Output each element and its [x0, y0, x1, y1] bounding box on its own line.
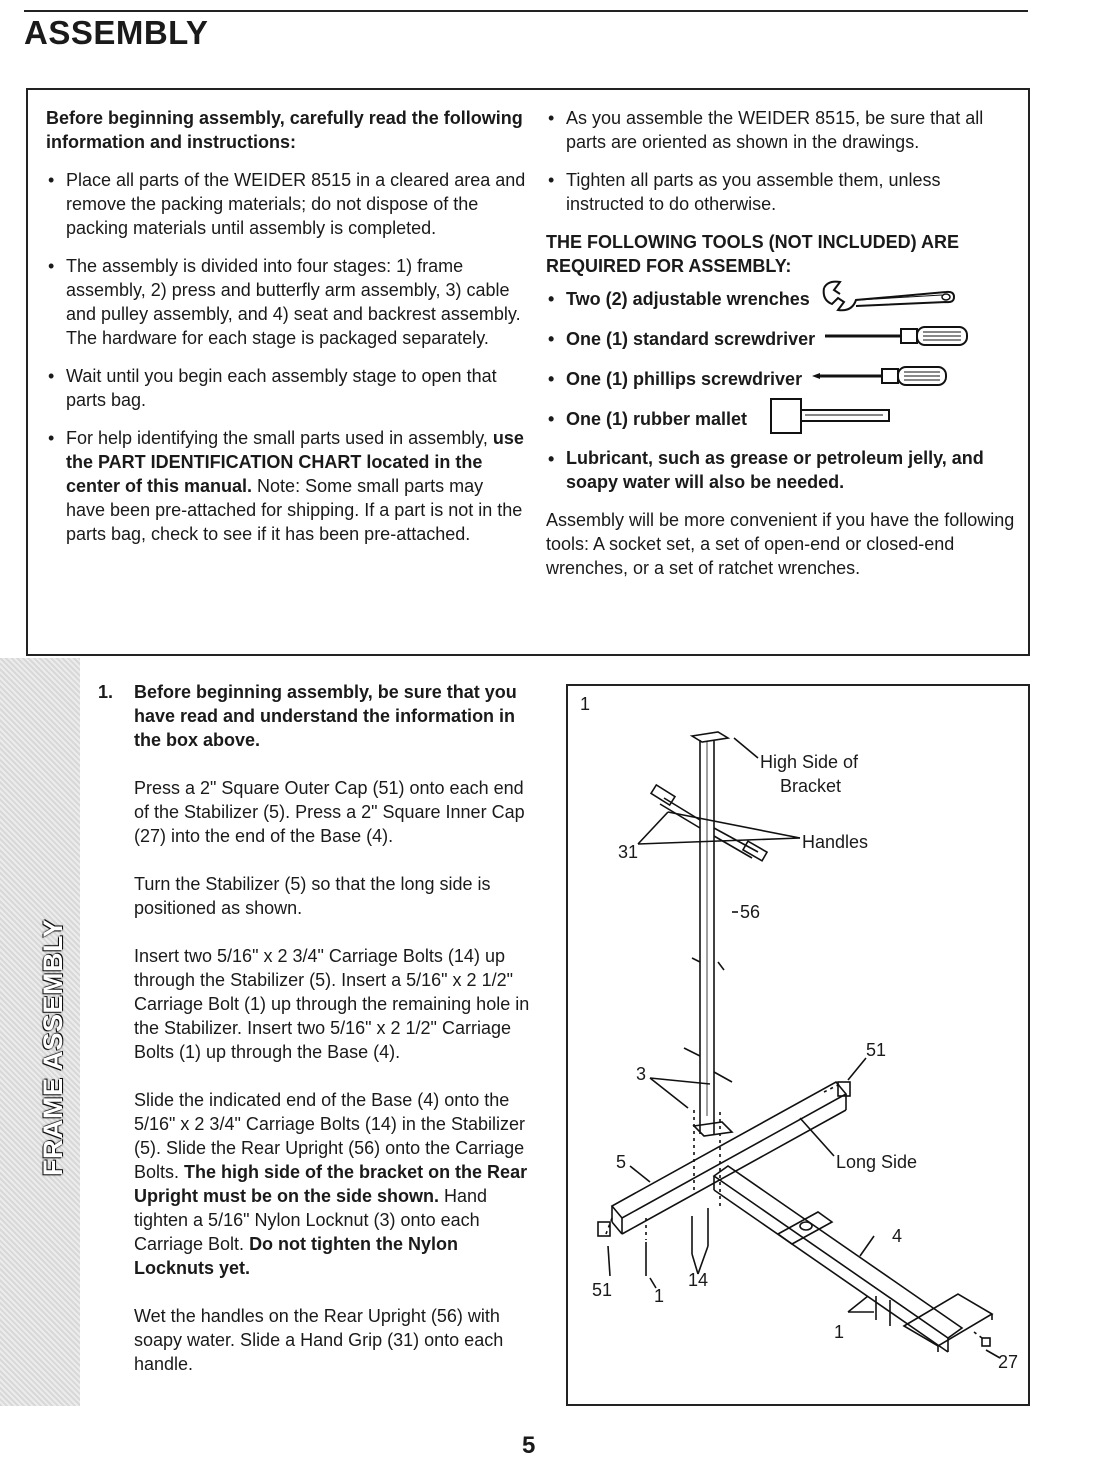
step-text-bold: The high side of the bracket on the Rear Upright must be on the side shown. [134, 1162, 528, 1206]
list-item: • The assembly is divided into four stages: 1) frame assembly, 2) press and butterfly arm assembly, 3) cable and pulley assembly, and 4) seat and backrest assembly. The hardware for each stage is packaged separately. [46, 254, 526, 350]
convenient-tools-note: Assembly will be more convenient if you have the following tools: A socket set, a set of open-end or closed-end wrenches, or a set of ratchet wrenches. [546, 510, 1015, 578]
top-rule [24, 10, 1028, 12]
assembly-drawing [568, 686, 1028, 1404]
step-paragraph: Insert two 5/16" x 2 3/4" Carriage Bolts (14) up through the Stabilizer (5). Insert a 5/16" x 2 1/2" Carriage Bolt (1) up through the remaining hole in the Stabilizer. Insert two 5/16" x 2 1/2" Carriage Bolts (1) up through the Base (4). [134, 946, 530, 1062]
step-paragraph [134, 1088, 538, 1280]
tool-item-wrenches [546, 286, 1016, 312]
step-paragraph: Wet the handles on the Rear Upright (56) with soapy water. Slide a Hand Grip (31) onto each handle. [134, 1306, 504, 1374]
list-item: • As you assemble the WEIDER 8515, be sure that all parts are oriented as shown in the drawings. [546, 106, 1016, 154]
label-27: 27 [998, 1352, 1019, 1372]
tool-item-phillips-screwdriver [546, 366, 1016, 392]
box-intro: Before beginning assembly, carefully read the following information and instructions: [46, 108, 523, 152]
label-51-bottom: 51 [592, 1280, 613, 1300]
tool-label: • Two (2) adjustable wrenches [566, 289, 810, 309]
step-paragraph: Before beginning assembly, be sure that you have read and understand the information in the box above. [134, 682, 517, 750]
side-tab-label: FRAME ASSEMBLY [38, 918, 68, 1176]
label-3: 3 [636, 1064, 647, 1084]
label-long-side: Long Side [836, 1152, 918, 1172]
tools-list [546, 286, 1016, 494]
help-text-after: Note: Some small parts may have been pre-attached for shipping. If a part is not in the parts bag, check to see if it has been pre-attached. [66, 476, 523, 544]
list-item: • Tighten all parts as you assemble them, unless instructed to do otherwise. [546, 168, 1016, 216]
label-high-side: High Side of [760, 752, 859, 772]
tools-heading: THE FOLLOWING TOOLS (NOT INCLUDED) ARE REQUIRED FOR ASSEMBLY: [546, 232, 959, 276]
help-text-before: For help identifying the small parts used in assembly, [66, 428, 493, 448]
list-item-help [46, 426, 526, 546]
page-title: ASSEMBLY [24, 14, 209, 51]
phillips-screwdriver-icon [810, 363, 950, 395]
tool-item-mallet [546, 406, 1016, 432]
label-31: 31 [618, 842, 639, 862]
help-text-bold: use the PART IDENTIFICATION CHART located in the center of this manual. [66, 428, 524, 496]
wrench-icon [818, 278, 958, 320]
figure-number: 1 [580, 694, 591, 714]
label-14: 14 [688, 1270, 709, 1290]
tool-item-standard-screwdriver [546, 326, 1016, 352]
mallet-icon [755, 397, 895, 441]
label-1-bottom: 1 [654, 1286, 665, 1306]
prep-bullets [46, 168, 526, 546]
page-number: 5 [522, 1432, 536, 1459]
step-number: 1. [98, 682, 114, 702]
label-56: 56 [740, 902, 761, 922]
label-4: 4 [892, 1226, 903, 1246]
list-item: • Wait until you begin each assembly stage to open that parts bag. [46, 364, 526, 412]
step-text: Slide the indicated end of the Base (4) onto the 5/16" x 2 3/4" Carriage Bolts (14) in the Stabilizer (5). Slide the Rear Upright (56) onto the Carriage Bolts. [134, 1090, 525, 1182]
step-paragraph: Turn the Stabilizer (5) so that the long side is positioned as shown. [134, 874, 491, 918]
orientation-bullets [546, 106, 1016, 216]
step-text-bold: Do not tighten the Nylon Locknuts yet. [134, 1234, 459, 1278]
tool-label: • One (1) rubber mallet [566, 409, 748, 429]
label-1-right: 1 [834, 1322, 845, 1342]
screwdriver-icon [823, 323, 973, 355]
label-handles: Handles [802, 832, 869, 852]
instructions-box [26, 88, 1030, 656]
box-right-column [546, 106, 1016, 580]
tool-item-lubricant: • Lubricant, such as grease or petroleum jelly, and soapy water will also be needed. [546, 446, 1016, 494]
list-item: • Place all parts of the WEIDER 8515 in a cleared area and remove the packing materials; do not dispose of the packing materials until assembly is completed. [46, 168, 526, 240]
label-5: 5 [616, 1152, 627, 1172]
tool-label: • One (1) phillips screwdriver [566, 369, 803, 389]
step-text: Hand tighten a 5/16" Nylon Locknut (3) onto each Carriage Bolt. [134, 1186, 488, 1254]
box-left-column [46, 106, 526, 560]
step-paragraph: Press a 2" Square Outer Cap (51) onto each end of the Stabilizer (5). Press a 2" Square Inner Cap (27) into the end of the Base (4). [134, 778, 525, 846]
step-body [134, 680, 538, 1376]
label-51-top: 51 [866, 1040, 887, 1060]
step-1 [98, 680, 538, 1400]
tool-label: • One (1) standard screwdriver [566, 329, 816, 349]
label-bracket: Bracket [780, 776, 842, 796]
assembly-figure [566, 684, 1030, 1406]
